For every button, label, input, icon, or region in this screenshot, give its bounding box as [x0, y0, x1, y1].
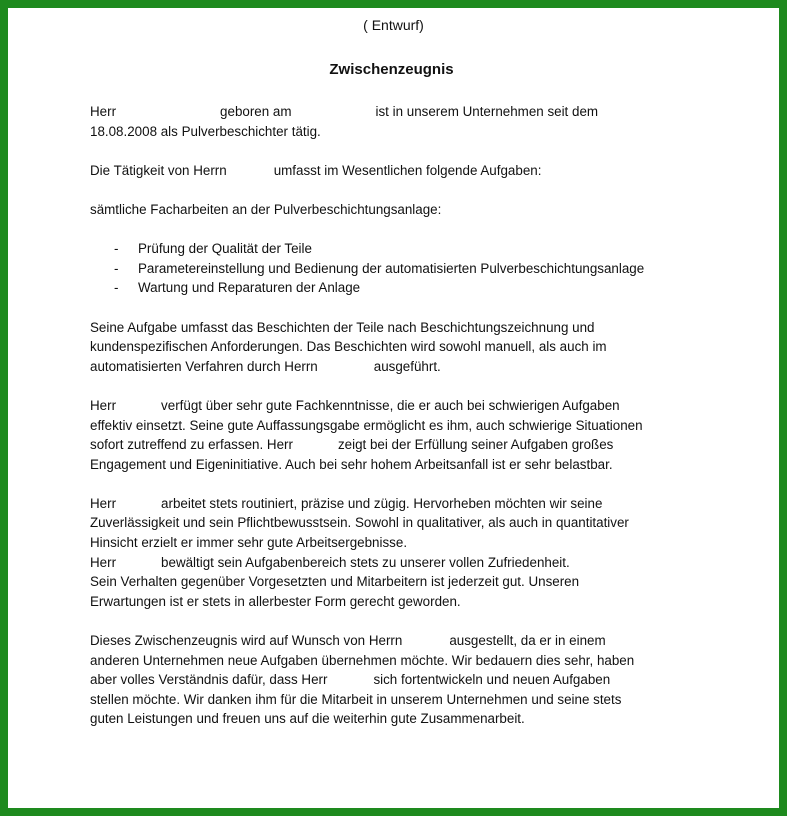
bullet-dash: - [114, 241, 119, 257]
text-line [90, 396, 700, 416]
list-item [90, 278, 700, 298]
task-paragraph [90, 318, 700, 377]
duties-list [90, 239, 700, 298]
skills-paragraph [90, 396, 700, 474]
text-segment: automatisierten Verfahren durch Herrn [90, 358, 318, 374]
text-line [90, 670, 700, 690]
text-segment: Die Tätigkeit von Herrn [90, 162, 227, 178]
text-line: Hinsicht erzielt er immer sehr gute Arbeitsergebnisse. [90, 535, 408, 551]
list-item-text: Prüfung der Qualität der Teile [138, 241, 312, 257]
text-line [90, 553, 700, 573]
text-line [90, 161, 700, 181]
text-segment: ist in unserem Unternehmen seit dem [375, 104, 599, 119]
text-segment: Herr [90, 397, 117, 413]
text-line: kundenspezifischen Anforderungen. Das Beschichten wird sowohl manuell, als auch im [90, 339, 607, 355]
duties-paragraph [90, 161, 700, 181]
text-line [90, 357, 700, 377]
text-segment: Dieses Zwischenzeugnis wird auf Wunsch von Herrn [90, 633, 403, 649]
text-line: Zuverlässigkeit und sein Pflichtbewusstsein. Sowohl in qualitativer, als auch in quantitativer [90, 515, 629, 531]
text-segment: Herr [90, 104, 117, 119]
text-segment: Herr [90, 495, 117, 511]
text-line [90, 102, 700, 122]
text-line [90, 435, 700, 455]
text-line: stellen möchte. Wir danken ihm für die Mitarbeit in unserem Unternehmen und seine stets [90, 691, 622, 707]
intro-paragraph [90, 102, 700, 141]
list-item-text: Parametereinstellung und Bedienung der automatisierten Pulverbeschichtungsanlage [138, 260, 645, 276]
text-line: Erwartungen ist er stets in allerbester Form gerecht geworden. [90, 593, 461, 609]
text-line: 18.08.2008 als Pulverbeschichter tätig. [90, 123, 321, 139]
text-segment: ausgestellt, da er in einem [449, 633, 606, 649]
text-line [90, 631, 700, 651]
text-segment: Herr [90, 554, 117, 570]
text-segment: arbeitet stets routiniert, präzise und zügig. Hervorheben möchten wir seine [161, 495, 603, 511]
text-segment: aber volles Verständnis dafür, dass Herr [90, 672, 328, 688]
draft-label: ( Entwurf) [363, 17, 424, 33]
text-line: Seine Aufgabe umfasst das Beschichten der Teile nach Beschichtungszeichnung und [90, 319, 595, 335]
bullet-dash: - [114, 280, 119, 296]
text-segment: sofort zutreffend zu erfassen. Herr [90, 437, 293, 453]
text-segment: ausgeführt. [373, 358, 441, 374]
text-line: Engagement und Eigeninitiative. Auch bei sehr hohem Arbeitsanfall ist er sehr belastbar. [90, 456, 613, 472]
text-segment: umfasst im Wesentlichen folgende Aufgaben: [273, 162, 542, 178]
bullet-dash: - [114, 260, 119, 276]
document-title: Zwischenzeugnis [329, 61, 454, 78]
duties-lead: sämtliche Facharbeiten an der Pulverbeschichtungsanlage: [90, 201, 442, 217]
text-segment: bewältigt sein Aufgabenbereich stets zu unserer vollen Zufriedenheit. [161, 554, 570, 570]
text-segment: geboren am [220, 104, 292, 119]
text-segment: sich fortentwickeln und neuen Aufgaben [373, 672, 611, 688]
document-body [90, 102, 700, 729]
work-paragraph [90, 494, 700, 612]
list-item-text: Wartung und Reparaturen der Anlage [138, 280, 361, 296]
text-line [90, 494, 700, 514]
list-item [90, 239, 700, 259]
text-segment: zeigt bei der Erfüllung seiner Aufgaben großes [337, 437, 614, 453]
text-segment: verfügt über sehr gute Fachkenntnisse, die er auch bei schwierigen Aufgaben [161, 397, 620, 413]
text-line: anderen Unternehmen neue Aufgaben übernehmen möchte. Wir bedauern dies sehr, haben [90, 652, 635, 668]
closing-paragraph [90, 631, 700, 729]
text-line: guten Leistungen und freuen uns auf die weiterhin gute Zusammenarbeit. [90, 711, 525, 727]
text-line: Sein Verhalten gegenüber Vorgesetzten und Mitarbeitern ist jederzeit gut. Unseren [90, 574, 580, 590]
list-item [90, 259, 700, 279]
text-line: effektiv einsetzt. Seine gute Auffassungsgabe ermöglicht es ihm, auch schwierige Situationen [90, 417, 643, 433]
